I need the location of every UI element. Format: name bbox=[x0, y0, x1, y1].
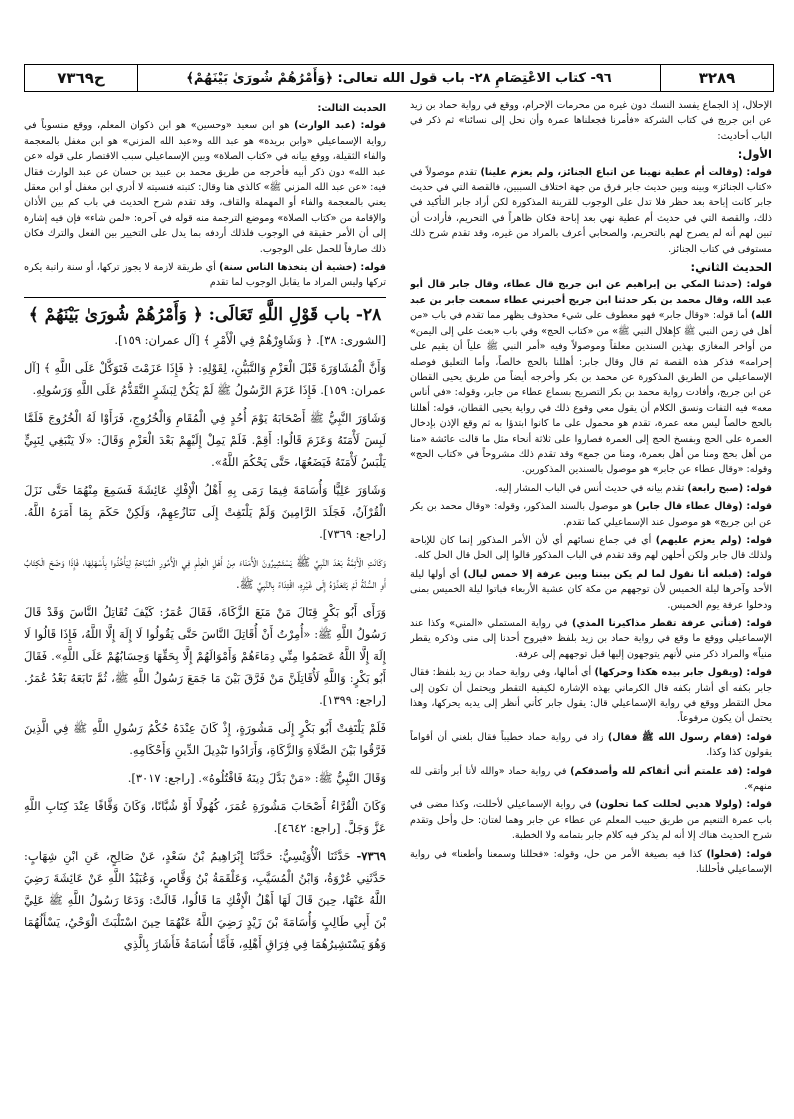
text-paragraph bbox=[24, 551, 386, 595]
paragraph-text: [الشورى: ٣٨]. ﴿ وَشَاوِرْهُمْ فِي الْأَمْرِ ﴾ [آل عمران: ١٥٩]. bbox=[114, 332, 386, 347]
paragraph-text: وَشَاوَرَ عَلِيًّا وَأُسَامَةَ فِيمَا رَمَى بِهِ أَهْلُ الْإِفْكِ عَائِشَةَ فَسَمِعَ مِنْهُمَا حَتَّى نَزَلَ الْقُرْآنُ، فَجَلَدَ الرَّامِينَ وَلَمْ يَلْتَفِتْ إِلَى تَنَازُعِهِمْ، وَلَكِنْ حَكَمَ بِمَا أَمَرَهُ اللَّهُ. [راجع: ٧٣٦٩]. bbox=[24, 482, 386, 541]
commentary-paragraph bbox=[24, 118, 386, 257]
quoted-phrase: قوله: (صبح رابعة) bbox=[687, 482, 772, 494]
paragraph-text: الإحلال، إذ الجماع يفسد النسك دون غيره من محرمات الإحرام، ووقع في رواية حماد بن زيد عن ابن جريج في كتاب الشركة «فأمرنا فجعلناها عمرة وأن نحل إلى نسائنا» ثم ذكر في الباب أحاديث: bbox=[410, 100, 772, 142]
hadith-range: ح٧٣٦٩ bbox=[25, 65, 138, 91]
chapter-title: ٢٨- باب قَوْلِ اللَّهِ تَعَالَى: ﴿ وَأَمْرُهُمْ شُورَىٰ بَيْنَهُمْ ﴾ bbox=[28, 304, 382, 325]
paragraph-text: في رواية حماد «والله لأنا أبر وأتقى لله منهم». bbox=[410, 765, 772, 793]
commentary-paragraph bbox=[410, 567, 772, 613]
commentary-paragraph bbox=[410, 764, 772, 795]
paragraph-text: تقدم بيانه في حديث أنس في الباب المشار إليه. bbox=[494, 482, 688, 494]
paragraph-text: أي أولها ليلة الأحد وآخرها ليلة الخميس لأن توجههم من مكة كان عشية الأربعاء فباتوا ليلة الخميس بمنى ودخلوا عرفة يوم الخميس. bbox=[410, 568, 772, 611]
commentary-paragraph bbox=[410, 730, 772, 761]
columns bbox=[24, 98, 772, 1106]
paragraph-text: وَقَالَ النَّبِيُّ ﷺ: «مَنْ بَدَّلَ دِينَهُ فَاقْتُلُوهُ». [راجع: ٣٠١٧]. bbox=[127, 770, 386, 785]
hadith-number: ٧٣٦٩- bbox=[356, 848, 386, 863]
quoted-phrase: قوله: (وقال عطاء قال جابر) bbox=[635, 501, 772, 513]
quoted-phrase: قوله: (ولولا هديي لحللت كما تحلون) bbox=[595, 799, 772, 811]
paragraph-text: وَرَأَى أَبُو بَكْرٍ قِتَالَ مَنْ مَنَعَ الزَّكَاةَ، فَقَالَ عُمَرُ: كَيْفَ تُقَاتِلُ النَّاسَ وَقَدْ قَالَ رَسُولُ اللَّهِ ﷺ: «أُمِرْتُ أَنْ أُقَاتِلَ النَّاسَ حَتَّى يَقُولُوا لَا إِلَهَ إِلَّا اللَّهُ، فَإِذَا قَالُوا لَا إِلَهَ إِلَّا اللَّهُ عَصَمُوا مِنِّي دِمَاءَهُمْ وَأَمْوَالَهُمْ إِلَّا بِحَقِّهَا وَحِسَابُهُمْ عَلَى اللَّهِ». فَقَالَ أَبُو بَكْرٍ: وَاللَّهِ لَأُقَاتِلَنَّ مَنْ فَرَّقَ بَيْنَ مَا جَمَعَ رَسُولُ اللَّهِ ﷺ، ثُمَّ تَابَعَهُ بَعْدُ عُمَرُ. [راجع: ١٣٩٩]. bbox=[24, 604, 386, 707]
commentary-paragraph bbox=[410, 481, 772, 496]
paragraph-text: وَكَانَ الْقُرَّاءُ أَصْحَابَ مَشُورَةِ عُمَرَ، كُهُولًا أَوْ شُبَّانًا، وَكَانَ وَقَّافًا عِنْدَ كِتَابِ اللَّهِ عَزَّ وَجَلَّ. [راجع: ٤٦٤٢]. bbox=[24, 798, 386, 835]
text-paragraph bbox=[24, 795, 386, 839]
commentary-paragraph bbox=[24, 260, 386, 291]
quoted-phrase: قوله: (فقام رسول الله ﷺ فقال) bbox=[607, 731, 772, 743]
commentary-paragraph bbox=[410, 98, 772, 144]
commentary-paragraph bbox=[410, 499, 772, 530]
text-paragraph bbox=[24, 717, 386, 761]
text-paragraph bbox=[24, 601, 386, 711]
quoted-phrase: قوله: (وقالت أم عطية نهينا عن اتباع الجنائز، ولم يعزم علينا) bbox=[480, 166, 772, 178]
commentary-paragraph bbox=[410, 665, 772, 727]
paragraph-text: أي في جماع نسائهم أي لأن الأمر المذكور إنما كان للإباحة ولذلك قال جابر ولكن أحلهن لهم وقد تقدم في الباب المذكور قالوا إلى الحل قال الحل كله. bbox=[410, 534, 772, 562]
commentary-paragraph bbox=[410, 533, 772, 564]
paragraph-text: في رواية المستملي «المني» وكذا عند الإسماعيلي ووقع ما وقع في رواية حماد بن زيد بلفظ «فيروح أحدنا إلى منى وذكره يقطر منياً» والمراد ذكر مني لأنهم يتوجهون إليها قبل توجههم إلى عرفة. bbox=[410, 618, 772, 660]
paragraph-text: أي أمالها، وفي رواية حماد بن زيد بلفظ: فقال جابر بكفه أي أشار بكفه قال الكرماني بهذه الإشارة لكيفية التقطر ويحتمل أن تكون إلى محل التقطر ووقع في رواية الإسماعيلي قال: يقول جابر كأني أنظر إلى يديه يحركها، وهذا يحتمل أن يكون مرفوعاً. bbox=[410, 667, 772, 725]
paragraph-text: أما قوله: «وقال جابر» فهو معطوف على شيء محذوف يظهر مما تقدم في باب «من أهل في زمن النبي ﷺ كإهلال النبي ﷺ» من «كتاب الحج» وفي باب «بعث علي إلى اليمن» من أواخر المغازي بهذين السندين معلقاً وموصولاً وفيه «أمر النبي ﷺ علياً أن يقيم على إحرامه» فذكر هذه القصة ثم قال وقال جابر: أهللنا بالحج خالصاً، وأما التعليق فوصله الإسماعيلي من الطريق المذكورة عن محمد بن بكر وأخرجه أيضاً من طريق يحيى القطان عن ابن جريج، وأفادت رواية محمد بن بكر التصريح بسماع عطاء من جابر، وقوله: «في أناس معه» فيه التفات ونسق الكلام أن يقول معي وقوع ذلك في رواية يحيى القطان، قوله: أهللنا بالحج خالصاً ليس معه عمرة، تقدم هو محمول على ما كانوا ابتدؤا به ثم وقع الإذن بإدخال العمرة على الحج وبفسخ الحج إلى العمرة فصاروا على ثلاثة أنحاء مثل ما قالت عائشة «منا من أهل بحج ومنا من أهل بعمرة، ومنا من جمع» وقد تقدم ذلك مشروحاً في «كتاب الحج» وقوله: «وقال عطاء عن جابر» هو موصول بالسندين المذكورين. bbox=[410, 310, 772, 476]
section-heading: الحديث الثالث: bbox=[317, 103, 386, 114]
hadith-text bbox=[24, 329, 386, 955]
paragraph-text: كذا فيه بصيغة الأمر من حل، وقوله: «فحللنا وسمعنا وأطعنا» في رواية الإسماعيلي فأحللنا. bbox=[410, 848, 772, 876]
section-heading: الأول: bbox=[737, 147, 772, 162]
text-paragraph bbox=[24, 845, 386, 955]
paragraph-text: هو ابن سعيد «وحسين» هو ابن ذكوان المعلم، ووقع منسوباً في رواية الإسماعيلي «وابن بريدة» هو عبد الله و«عبد الله المزني» هو ابن مغفل بالمعجمة والفاء الثقيلة، ووقع بيانه في «كتاب الصلاة» وبين الإسماعيلي سبب الاقتصار على قوله «عن عبد الله» دون ذكر أبيه فأخرجه من طريق محمد بن عبيد بن حسان عن عبد الوارث فقال فيه: «عن عبد الله المزني ﷺ» كالذي هنا وقال: كتبته فنسيته لا أدري ابن مغفل أو ابن معقل يعني بالمعجمة والفاء أو المهملة والقاف، وقد تقدم شرح الحديث في باب كم بين الأذان والإقامة من «كتاب الصلاة» وموضع الترجمة منه قوله في آخره: «لمن شاء» فإن فيه إشارة إلى أن الأمر حقيقة في الوجوب فلذلك أردفه بما يدل على التخيير بين الفعل والترك فكان ذلك صارفاً للحمل على الوجوب. bbox=[24, 120, 386, 255]
quoted-phrase: قوله: (عبد الوارث) bbox=[294, 120, 386, 132]
left-column bbox=[24, 98, 386, 1106]
paragraph-text: في رواية الإسماعيلي لأحللت، وكذا مضى في باب عمرة التنعيم من طريق حبيب المعلم عن عطاء عن جابر وهما لغتان: حل وأحل وتقدم شرح الحديث هناك إلا أنه لم يذكر فيه كلام جابر بتمامه ولا الخطبة. bbox=[410, 799, 772, 842]
commentary-paragraph bbox=[410, 797, 772, 843]
commentary-paragraph bbox=[410, 847, 772, 878]
quoted-phrase: قوله: (ولم يعزم عليهم) bbox=[655, 534, 772, 546]
paragraph-text: وَكَانَتِ الْأَئِمَّةُ بَعْدَ النَّبِيِّ ﷺ يَسْتَشِيرُونَ الْأُمَنَاءَ مِنْ أَهْلِ الْعِلْمِ فِي الْأُمُورِ الْمُبَاحَةِ لِيَأْخُذُوا بِأَسْهَلِهَا، فَإِذَا وَضَحَ الْكِتَابُ أَوِ السُّنَّةُ لَمْ يَتَعَدَّوْهُ إِلَى غَيْرِهِ، اقْتِدَاءً بِالنَّبِيِّ ﷺ. bbox=[24, 554, 386, 591]
paragraph-text: زاد في رواية حماد خطيباً فقال بلغني أن أقواماً يقولون كذا وكذا. bbox=[410, 731, 772, 759]
running-title: ٩٦- كتاب الاعْتِصَامِ ٢٨- باب قول الله تعالى: ﴿وَأَمْرُهُمْ شُورَىٰ بَيْنَهُمْ﴾ bbox=[186, 70, 612, 86]
text-paragraph bbox=[24, 329, 386, 351]
divider bbox=[24, 297, 386, 298]
commentary-paragraph bbox=[410, 616, 772, 662]
quoted-phrase: قوله: (قد علمتم أني أتقاكم لله وأصدقكم) bbox=[570, 765, 772, 777]
commentary-paragraph bbox=[410, 165, 772, 257]
commentary-paragraph bbox=[410, 277, 772, 477]
paragraph-text: وَأَنَّ الْمُشَاوَرَةَ قَبْلَ الْعَزْمِ وَالتَّبَيُّنِ، لِقَوْلِهِ: ﴿ فَإِذَا عَزَمْتَ فَتَوَكَّلْ عَلَى اللَّهِ ﴾ [آل عمران: ١٥٩]. فَإِذَا عَزَمَ الرَّسُولُ ﷺ لَمْ يَكُنْ لِبَشَرٍ التَّقَدُّمُ عَلَى اللَّهِ وَرَسُولِهِ. bbox=[24, 360, 386, 397]
quoted-phrase: قوله: (ويقول جابر بيده هكذا وحركها) bbox=[594, 667, 772, 679]
paragraph-text: تقدم موصولاً في «كتاب الجنائز» وبينه وبين حديث جابر فرق من جهة اختلاف السببين، فالقصة التي في حديث جابر كانت إباحة بعد حظر فلا تدل على الوجوب للقرينة المذكورة لكن أراد جابر التأكيد في ذلك، والقصة التي في حديث أم عطية نهي بعد إباحة فكان ظاهراً في التحريم، فأرادت أن تبين لهم أنه لم يصرح لهم بالتحريم، والصحابي أعرف بالمراد من غيره، وقد تقدم شرح ذلك مستوفى في كتاب الجنائز. bbox=[410, 166, 772, 255]
text-paragraph bbox=[24, 357, 386, 401]
text-paragraph bbox=[24, 767, 386, 789]
page bbox=[24, 38, 772, 1108]
text-paragraph bbox=[24, 407, 386, 473]
paragraph-text: فَلَمْ يَلْتَفِتْ أَبُو بَكْرٍ إِلَى مَشُورَةٍ، إِذْ كَانَ عِنْدَهُ حُكْمُ رَسُولِ اللَّهِ ﷺ فِي الَّذِينَ فَرَّقُوا بَيْنَ الصَّلَاةِ وَالزَّكَاةِ، وَأَرَادُوا تَبْدِيلَ الدِّينِ وَأَحْكَامِهِ. bbox=[24, 720, 386, 757]
paragraph-text: أي طريقة لازمة لا يجوز تركها، أو سنة راتبة يكره تركها وليس المراد ما يقابل الوجوب لما تقدم bbox=[24, 262, 386, 289]
right-column bbox=[410, 98, 772, 1106]
page-number: ٣٢٨٩ bbox=[660, 65, 773, 91]
paragraph-text: حَدَّثَنَا الْأُوَيْسِيُّ: حَدَّثَنَا إِبْرَاهِيمُ بْنُ سَعْدٍ، عَنْ صَالِحٍ، عَنِ ابْنِ شِهَابٍ: حَدَّثَنِي عُرْوَةُ، وَابْنُ الْمُسَيَّبِ، وَعَلْقَمَةُ بْنُ وَقَّاصٍ، وَعُبَيْدُ اللَّهِ عَنْ عَائِشَةَ رَضِيَ اللَّهُ عَنْهَا، حِينَ قَالَ لَهَا أَهْلُ الْإِفْكِ مَا قَالُوا، قَالَتْ: وَدَعَا رَسُولُ اللَّهِ ﷺ عَلِيَّ بْنَ أَبِي طَالِبٍ وَأُسَامَةَ بْنَ زَيْدٍ رَضِيَ اللَّهُ عَنْهُمَا حِينَ اسْتَلْبَثَ الْوَحْيُ، يَسْأَلُهُمَا وَهُوَ يَسْتَشِيرُهُمَا فِي فِرَاقِ أَهْلِهِ، فَأَمَّا أُسَامَةُ فَأَشَارَ بِالَّذِي bbox=[24, 848, 386, 951]
quoted-phrase: قوله: (فحلوا) bbox=[706, 848, 772, 860]
quoted-phrase: قوله: (خشية أن يتخذها الناس سنة) bbox=[219, 262, 386, 274]
paragraph-text: وَشَاوَرَ النَّبِيُّ ﷺ أَصْحَابَهُ يَوْمَ أُحُدٍ فِي الْمُقَامِ وَالْخُرُوجِ، فَرَأَوْا لَهُ الْخُرُوجَ فَلَمَّا لَبِسَ لَأْمَتَهُ وَعَزَمَ قَالُوا: أَقِمْ. فَلَمْ يَمِلْ إِلَيْهِمْ بَعْدَ الْعَزْمِ وَقَالَ: «لَا يَنْبَغِي لِنَبِيٍّ يَلْبَسُ لَأْمَتَهُ فَيَضَعُهَا، حَتَّى يَحْكُمَ اللَّهُ». bbox=[24, 410, 386, 469]
section-heading: الحديث الثاني: bbox=[690, 260, 772, 275]
quoted-phrase: قوله: (فنأتي عرفة تقطر مذاكيرنا المذي) bbox=[571, 618, 772, 629]
quoted-phrase: قوله: (حدثنا المكي بن إبراهيم عن ابن جريج قال عطاء، وقال جابر قال أبو عبد الله، وقال محمد بن بكر حدثنا ابن جريج أخبرني عطاء سمعت جابر بن عبد الله) bbox=[410, 279, 772, 322]
page-header bbox=[24, 64, 774, 92]
text-paragraph bbox=[24, 479, 386, 545]
paragraph-text: هو موصول بالسند المذكور، وقوله: «وقال محمد بن بكر عن ابن جريج» هو موصول عند الإسماعيلي كما تقدم. bbox=[410, 501, 772, 528]
quoted-phrase: قوله: (فبلغه أنا نقول لما لم يكن بيننا وبين عرفة إلا خمس ليال) bbox=[463, 568, 772, 580]
